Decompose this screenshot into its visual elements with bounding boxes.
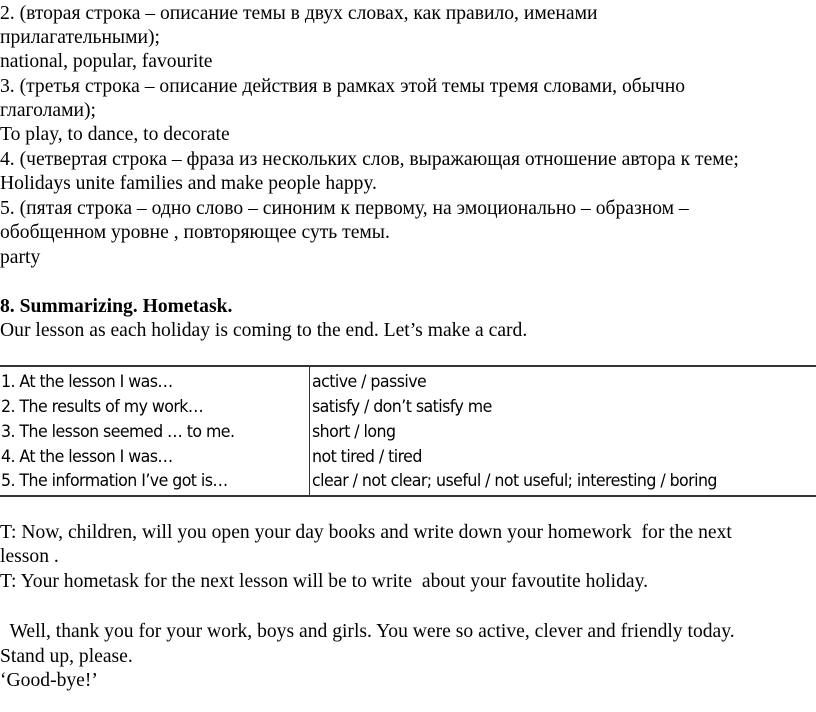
text-line: Stand up, please. xyxy=(0,646,133,667)
text-line: To play, to dance, to decorate xyxy=(0,124,230,145)
section-heading: 8. Summarizing. Hometask. xyxy=(0,296,233,317)
table-cell-prompt: 4. At the lesson I was… xyxy=(1,447,173,467)
intro-text: Our lesson as each holiday is coming to the end. Let’s make a card. xyxy=(0,320,528,341)
text-line: Well, thank you for your work, boys and girls. You were so active, clever and friendly today. xyxy=(0,621,735,642)
text-line: 3. (третья строка – описание действия в рамках этой темы тремя словами, обычно xyxy=(0,76,686,97)
text-line: ‘Good-bye!’ xyxy=(0,670,98,691)
column-divider xyxy=(309,367,310,495)
table-cell-prompt: 2. The results of my work… xyxy=(1,397,204,417)
table-cell-prompt: 3. The lesson seemed … to me. xyxy=(1,422,235,442)
table-cell-options: active / passive xyxy=(312,372,427,392)
table-cell-options: clear / not clear; useful / not useful; interesting / boring xyxy=(312,471,717,491)
text-line: прилагательными); xyxy=(0,27,160,48)
text-line: Holidays unite families and make people happy. xyxy=(0,173,377,194)
table-cell-options: satisfy / don’t satisfy me xyxy=(312,397,492,417)
table-cell-options: not tired / tired xyxy=(312,447,422,467)
text-line: T: Your hometask for the next lesson will be to write about your favoutite holiday. xyxy=(0,571,649,592)
text-line: party xyxy=(0,247,41,268)
text-line: T: Now, children, will you open your day books and write down your homework for the next xyxy=(0,522,732,543)
table-cell-prompt: 1. At the lesson I was… xyxy=(1,372,173,392)
text-line: 2. (вторая строка – описание темы в двух словах, как правило, именами xyxy=(0,3,598,24)
text-line: 4. (четвертая строка – фраза из нескольких слов, выражающая отношение автора к теме; xyxy=(0,149,739,170)
text-line: глаголами); xyxy=(0,100,96,121)
text-line: обобщенном уровне , повторяющее суть темы. xyxy=(0,222,390,243)
table-cell-options: short / long xyxy=(312,422,396,442)
text-line: 5. (пятая строка – одно слово – синоним к первому, на эмоционально – образном – xyxy=(0,198,689,219)
table-cell-prompt: 5. The information I’ve got is… xyxy=(1,471,228,491)
text-line: lesson . xyxy=(0,546,59,567)
reflection-table xyxy=(0,365,816,497)
text-line: national, popular, favourite xyxy=(0,51,213,72)
